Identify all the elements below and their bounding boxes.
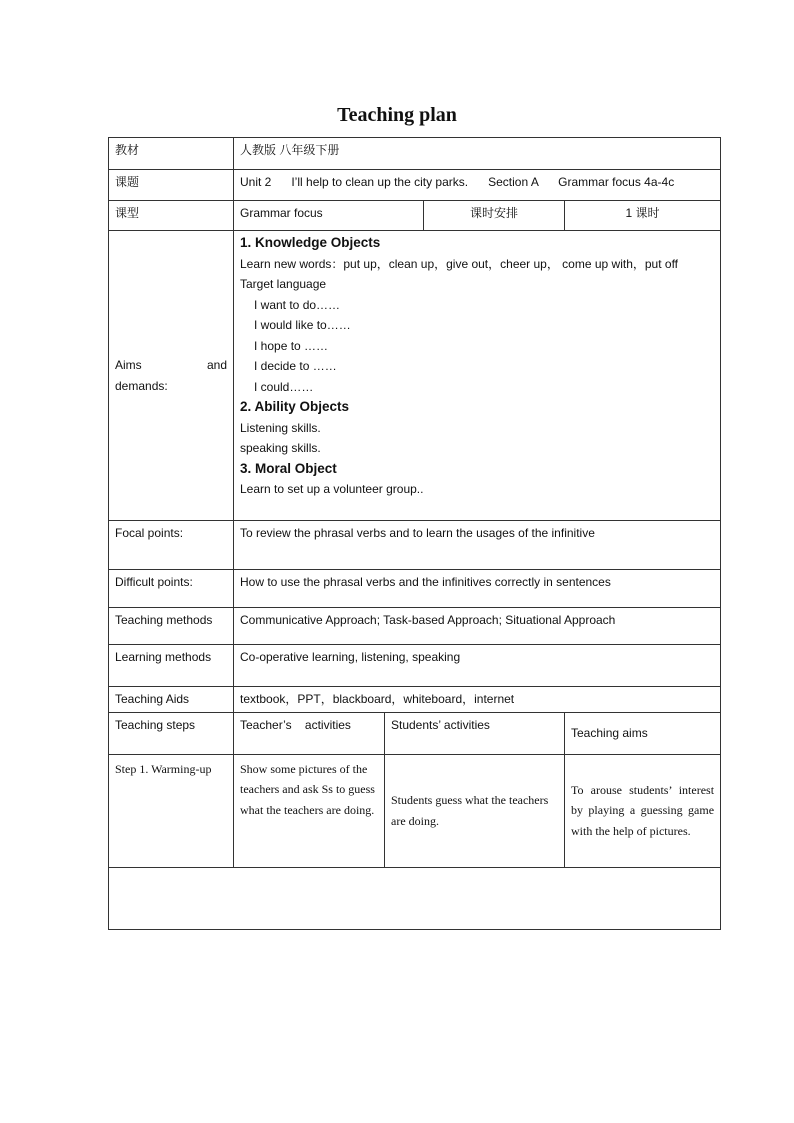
topic-label: 课题 bbox=[109, 170, 234, 201]
textbook-value: 人教版 八年级下册 bbox=[234, 138, 721, 170]
steps-header-label: Teaching steps bbox=[109, 712, 234, 754]
step1-students: Students guess what the teachers are doing. bbox=[385, 754, 565, 867]
teacher-activities-header: Teacher’s activities bbox=[234, 712, 385, 754]
table-row-aims bbox=[109, 231, 721, 521]
table-row-difficult bbox=[109, 570, 721, 608]
skill-item: Listening skills. bbox=[240, 420, 321, 435]
moral-heading: 3. Moral Object bbox=[240, 460, 337, 476]
page-title: Teaching plan bbox=[337, 104, 457, 126]
topic-value: Unit 2 I’ll help to clean up the city parks. Section A Grammar focus 4a-4c bbox=[234, 170, 721, 201]
difficult-label: Difficult points: bbox=[109, 570, 234, 608]
step1-teacher: Show some pictures of the teachers and ask Ss to guess what the teachers are doing. bbox=[234, 754, 385, 867]
table-row-learning bbox=[109, 645, 721, 687]
table-row-steps-header bbox=[109, 712, 721, 754]
type-value: Grammar focus bbox=[234, 201, 424, 231]
type-label: 课型 bbox=[109, 201, 234, 231]
aids-value: textbook，PPT，blackboard，whiteboard，internet bbox=[234, 687, 721, 713]
textbook-label: 教材 bbox=[109, 138, 234, 170]
pattern-item: I would like to…… bbox=[254, 318, 351, 332]
student-activities-header: Students’ activities bbox=[385, 712, 565, 754]
learning-label: Learning methods bbox=[109, 645, 234, 687]
empty-cell bbox=[109, 867, 721, 929]
table-row-focal bbox=[109, 521, 721, 570]
skill-item: speaking skills. bbox=[240, 441, 321, 455]
knowledge-heading: 1. Knowledge Objects bbox=[240, 235, 381, 250]
table-row-aids bbox=[109, 687, 721, 713]
step1-label: Step 1. Warming-up bbox=[109, 754, 234, 867]
learning-value: Co-operative learning, listening, speaking bbox=[234, 645, 721, 687]
pattern-item: I decide to …… bbox=[254, 359, 337, 373]
table-row-textbook bbox=[109, 138, 721, 170]
aims-label-cell bbox=[109, 231, 234, 521]
teaching-plan-table bbox=[108, 137, 721, 930]
aims-label-left: Aims bbox=[115, 358, 142, 372]
new-words: Learn new words：put up，clean up，give out，cheer up， come up with，put off bbox=[240, 256, 679, 271]
focal-value: To review the phrasal verbs and to learn the usages of the infinitive bbox=[234, 521, 721, 570]
table-row-methods bbox=[109, 608, 721, 645]
pattern-item: I could…… bbox=[254, 379, 314, 394]
focal-label: Focal points: bbox=[109, 521, 234, 570]
schedule-value: 1 课时 bbox=[565, 201, 721, 231]
teaching-aims-header: Teaching aims bbox=[565, 712, 721, 754]
methods-label: Teaching methods bbox=[109, 608, 234, 645]
pattern-item: I want to do…… bbox=[254, 297, 341, 312]
ability-heading: 2. Ability Objects bbox=[240, 399, 350, 414]
aims-label-right: and bbox=[206, 358, 227, 372]
aims-label-line2: demands: bbox=[115, 378, 168, 393]
table-row-type bbox=[109, 201, 721, 231]
table-row-topic bbox=[109, 170, 721, 201]
table-row-step1 bbox=[109, 754, 721, 867]
methods-value: Communicative Approach; Task-based Approach; Situational Approach bbox=[234, 608, 721, 645]
aims-content bbox=[234, 231, 721, 521]
pattern-item: I hope to …… bbox=[254, 338, 329, 353]
schedule-label: 课时安排 bbox=[424, 201, 565, 231]
table-row-empty bbox=[109, 867, 721, 929]
difficult-value: How to use the phrasal verbs and the infinitives correctly in sentences bbox=[234, 570, 721, 608]
aids-label: Teaching Aids bbox=[109, 687, 234, 713]
target-language: Target language bbox=[240, 277, 327, 291]
moral-text: Learn to set up a volunteer group.. bbox=[240, 482, 424, 496]
step1-aims: To arouse students’ interest by playing a guessing game with the help of pictures. bbox=[565, 754, 721, 867]
